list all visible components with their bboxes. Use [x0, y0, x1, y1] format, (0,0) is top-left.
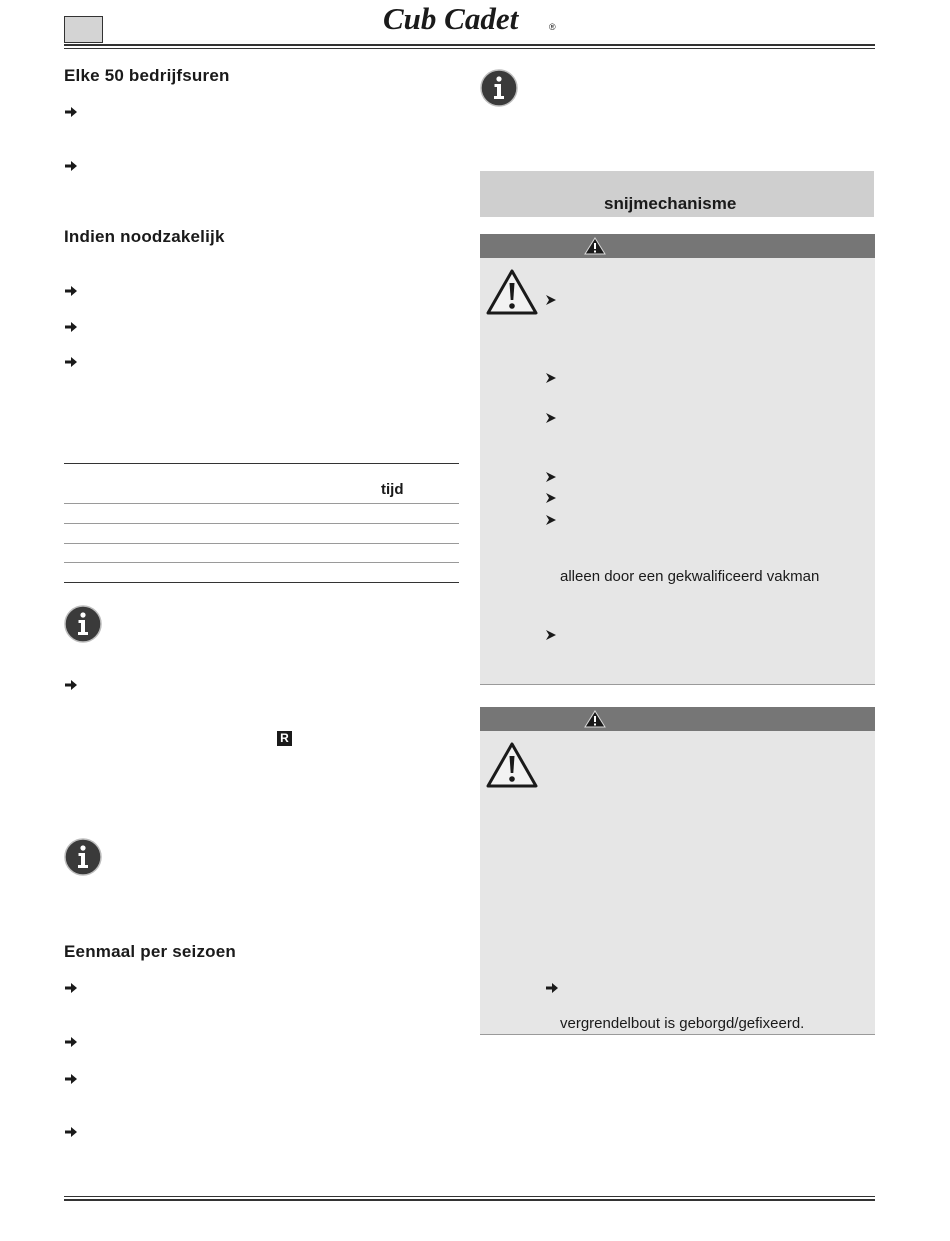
table-row-rule — [64, 562, 459, 563]
footer-rule-thin — [64, 1196, 875, 1197]
heading-if-needed: Indien noodzakelijk — [64, 227, 225, 246]
pointer-arrow-icon — [545, 471, 557, 483]
table-column-header: tijd — [381, 481, 404, 498]
header-rule-thin — [64, 48, 875, 49]
pointer-arrow-icon — [545, 514, 557, 526]
arrow-bullet-icon — [64, 285, 78, 297]
table-top-rule — [64, 463, 459, 464]
header-rule — [64, 44, 875, 46]
arrow-bullet-icon — [64, 679, 78, 691]
table-row-rule — [64, 543, 459, 544]
arrow-bullet-icon — [64, 1073, 78, 1085]
pointer-arrow-icon — [545, 629, 557, 641]
footer-rule — [64, 1199, 875, 1201]
arrow-bullet-icon — [64, 982, 78, 994]
language-box — [64, 16, 103, 43]
warning-triangle-icon — [486, 741, 538, 789]
table-row-rule — [64, 523, 459, 524]
warning-triangle-icon — [584, 237, 606, 255]
warning-text-bolt: vergrendelbout is geborgd/gefixeerd. — [560, 1015, 805, 1032]
arrow-bullet-icon — [64, 321, 78, 333]
warning-triangle-icon — [486, 268, 538, 316]
info-icon — [480, 69, 518, 107]
cub-cadet-logo — [383, 2, 563, 38]
pointer-arrow-icon — [545, 492, 557, 504]
svg-text:®: ® — [549, 22, 556, 32]
r-key-symbol: R — [277, 731, 292, 746]
arrow-bullet-icon — [64, 1126, 78, 1138]
warning-bar — [480, 234, 875, 258]
heading-once-per-season: Eenmaal per seizoen — [64, 942, 236, 961]
warning-triangle-icon — [584, 710, 606, 728]
info-icon — [64, 838, 102, 876]
heading-50-hours: Elke 50 bedrijfsuren — [64, 66, 230, 85]
section-heading-title: snijmechanisme — [604, 194, 737, 213]
arrow-bullet-icon — [545, 982, 559, 994]
arrow-bullet-icon — [64, 1036, 78, 1048]
pointer-arrow-icon — [545, 372, 557, 384]
warning-bar — [480, 707, 875, 731]
arrow-bullet-icon — [64, 160, 78, 172]
pointer-arrow-icon — [545, 294, 557, 306]
arrow-bullet-icon — [64, 106, 78, 118]
table-bottom-rule — [64, 582, 459, 583]
info-icon — [64, 605, 102, 643]
warning-panel-body — [480, 258, 875, 685]
warning-panel-body — [480, 731, 875, 1035]
svg-text:Cub Cadet: Cub Cadet — [383, 2, 519, 36]
arrow-bullet-icon — [64, 356, 78, 368]
warning-text-qualified: alleen door een gekwalificeerd vakman — [560, 568, 820, 585]
table-row-rule — [64, 503, 459, 504]
pointer-arrow-icon — [545, 412, 557, 424]
